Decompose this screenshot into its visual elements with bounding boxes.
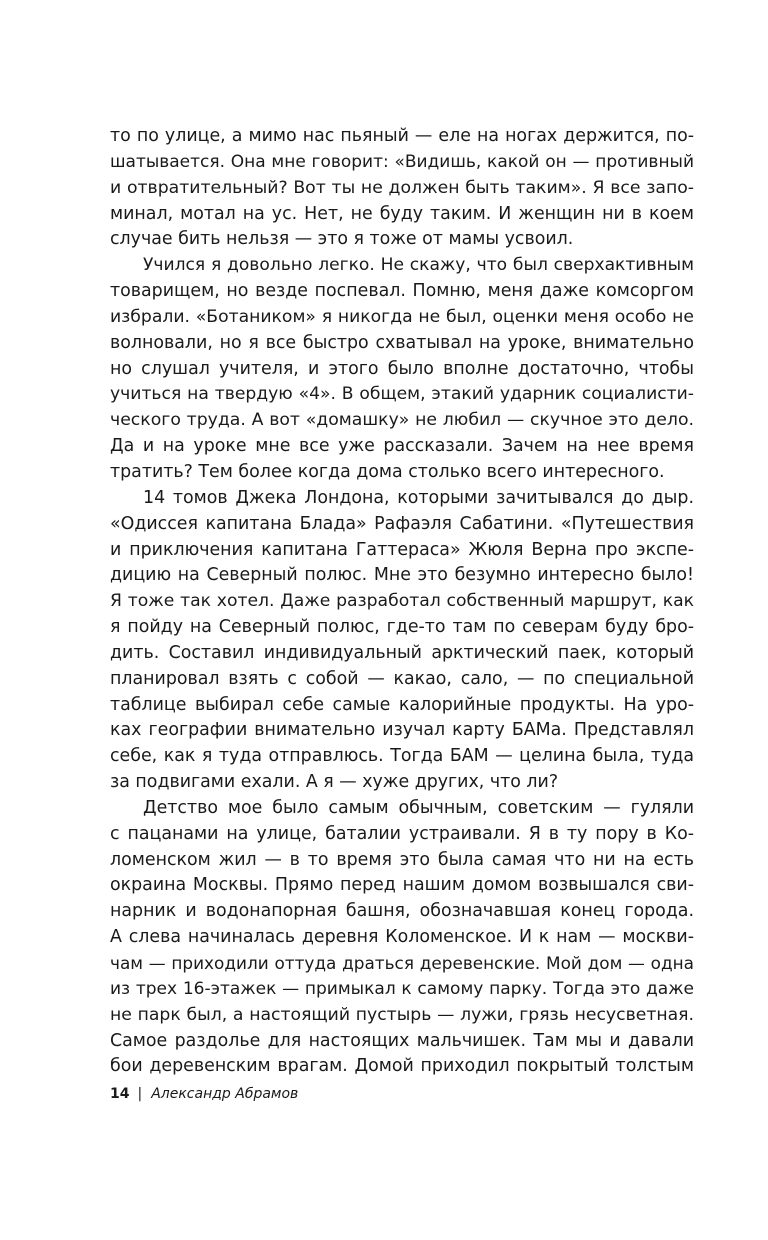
text-line: волновали, но я все быстро схватывал на уроке, внимательно xyxy=(110,332,694,353)
text-line: шатывается. Она мне говорит: «Видишь, какой он — противный xyxy=(110,151,694,172)
text-line: учиться на твердую «4». В общем, этакий ударник социалисти- xyxy=(110,384,694,405)
text-line: избрали. «Ботаником» я никогда не был, оценки меня особо не xyxy=(110,306,694,327)
text-line: Самое раздолье для настоящих мальчишек. Там мы и давали xyxy=(110,1030,694,1051)
text-line: себе, как я туда отправлюсь. Тогда БАМ — целина была, туда xyxy=(110,746,694,767)
text-line: нарник и водонапорная башня, обозначавшая конец города. xyxy=(110,901,694,922)
text-line: с пацанами на улице, баталии устраивали. Я в ту пору в Ко- xyxy=(110,823,694,844)
text-line: Я тоже так хотел. Даже разработал собственный маршрут, как xyxy=(110,591,694,612)
text-line: дить. Составил индивидуальный арктический паек, который xyxy=(110,642,694,663)
text-line: Детство мое было самым обычным, советским — гуляли xyxy=(143,797,694,818)
text-line: планировал взять с собой — какао, сало, — по специальной xyxy=(110,668,694,689)
text-line: то по улице, а мимо нас пьяный — еле на ногах держится, по- xyxy=(110,126,694,146)
text-line: Да и на уроке мне все уже рассказали. Зачем на нее время xyxy=(110,436,694,457)
text-line: за подвигами ехали. А я — хуже других, что ли? xyxy=(110,772,559,793)
text-line: я пойду на Северный полюс, где-то там по северам буду бро- xyxy=(110,617,694,638)
body-text xyxy=(110,124,694,1080)
text-line: тратить? Тем более когда дома столько всего интересного. xyxy=(110,461,665,482)
text-line: минал, мотал на ус. Нет, не буду таким. И женщин ни в коем xyxy=(110,203,694,224)
text-line: 14 томов Джека Лондона, которыми зачитывался до дыр. xyxy=(143,487,694,508)
text-line: чам — приходили оттуда драться деревенские. Мой дом — одна xyxy=(110,953,694,973)
text-line: А слева начиналась деревня Коломенское. И к нам — москви- xyxy=(110,927,694,948)
text-line: и отвратительный? Вот ты не должен быть таким». Я все запо- xyxy=(110,177,694,198)
running-author: Александр Абрамов xyxy=(151,1086,299,1102)
text-line: из трех 16-этажек — примыкал к самому парку. Тогда это даже xyxy=(110,978,694,999)
page-footer xyxy=(110,1085,298,1103)
text-line: ломенском жил — в то время это была самая что ни на есть xyxy=(110,849,694,870)
text-line: ках географии внимательно изучал карту БАМа. Представлял xyxy=(110,720,694,741)
text-line: и приключения капитана Гаттераса» Жюля Верна про экспе- xyxy=(110,539,694,560)
text-line: ческого труда. А вот «домашку» не любил — скучное это дело. xyxy=(110,410,694,431)
text-line: дицию на Северный полюс. Мне это безумно интересно было! xyxy=(110,565,694,586)
text-line: но слушал учителя, и этого было вполне достаточно, чтобы xyxy=(110,358,694,379)
footer-separator: | xyxy=(137,1086,143,1102)
text-line: бои деревенским врагам. Домой приходил покрытый толстым xyxy=(110,1056,694,1077)
text-line: товарищем, но везде поспевал. Помню, меня даже комсоргом xyxy=(110,281,694,302)
text-line: окраина Москвы. Прямо перед нашим домом возвышался сви- xyxy=(110,875,694,896)
text-line: случае бить нельзя — это я тоже от мамы усвоил. xyxy=(110,229,574,250)
text-line: не парк был, а настоящий пустырь — лужи, грязь несусветная. xyxy=(110,1004,694,1025)
page-number: 14 xyxy=(110,1086,130,1102)
text-line: таблице выбирал себе самые калорийные продукты. На уро- xyxy=(110,694,694,715)
text-line: «Одиссея капитана Блада» Рафаэля Сабатини. «Путешествия xyxy=(110,513,694,534)
text-line: Учился я довольно легко. Не скажу, что был сверхактивным xyxy=(143,255,694,276)
